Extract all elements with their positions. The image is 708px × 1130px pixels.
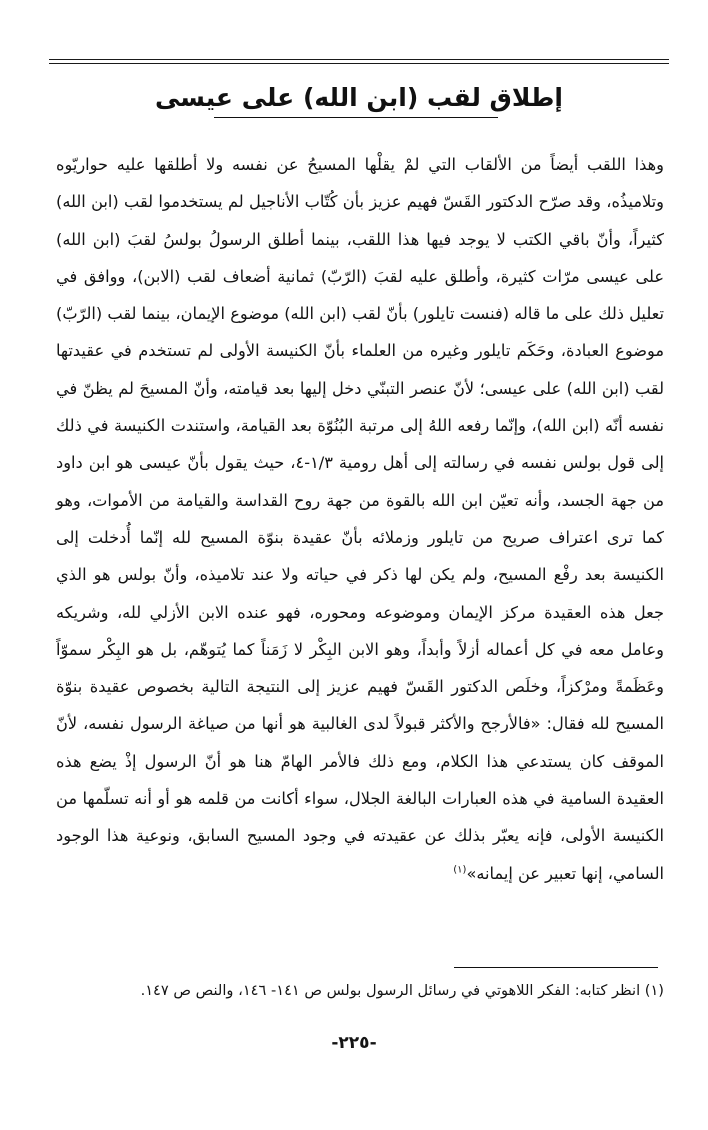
header-rule-top: [49, 59, 669, 60]
chapter-title: إطلاق لقب (ابن الله) على عيسى: [154, 83, 564, 112]
page-number: -٢٢٥-: [331, 1033, 377, 1053]
title-underline: [214, 117, 498, 118]
main-paragraph: [56, 146, 664, 892]
footnote-reference[interactable]: (١): [453, 864, 467, 876]
paragraph-text: وهذا اللقب أيضاً من الألقاب التي لمْ يقلْها المسيحُ عن نفسه ولا أطلقها عليه حواريّوه وتلاميذُه، وقد صرّح الدكتور القَسّ فهيم عزيز بأن كُتّاب الأناجيل لم يستخدموا لقب (ابن الله) كثيراً، وأنّ باقي الكتب لا يوجد فيها هذا اللقب، بينما أطلق الرسولُ بولسُ لقبَ (ابن الله) على عيسى مرّات كثيرة، وأطلق عليه لقبَ (الرّبّ) ثمانية أضعاف لقب (الابن)، ووافق في تعليل ذلك على ما قاله (فنست تايلور) بأنّ لقب (ابن الله) موضوع الإيمان، بينما لقب (الرّبّ) موضوع العبادة، وحَكَم تايلور وغيره من العلماء بأنّ الكنيسة الأولى لم تستخدم في عقيدتها لقب (ابن الله) على عيسى؛ لأنّ عنصر التبنّي دخل إليها بعد قيامته، وأنّ المسيحَ لم يظنّ في نفسه أنّه (ابن الله)، وإنّما رفعه اللهُ إلى مرتبة البُنُوّة بعد القيامة، واستندت الكنيسة في ذلك إلى قول بولس نفسه في رسالته إلى أهل رومية ١/٣-٤، حيث يقول بأنّ عيسى هو ابن داود من جهة الجسد، وأنه تعيّن ابن الله بالقوة من جهة روح القداسة والقيامة من الأموات، وهو كما ترى اعتراف صريح من تايلور وزملائه بأنّ عقيدة بنوّة المسيح لله إنّما أُدخلت إلى الكنيسة بعد رفْع المسيح، ولم يكن لها ذكر في حياته ولا عند تلاميذه، وأنّ بولس هو الذي جعل هذه العقيدة مركز الإيمان وموضوعه ومحوره، فهو عنده الابن الأزلي لله، وشريكه وعامل معه في كل أعماله أزلاً وأبداً، وهو الابن البِكْر لا زَمَناً كما يُتوهّم، بل هو البِكْر سموّاً وعَظَمةً ومرْكزاً، وخلَص الدكتور القَسّ فهيم عزيز إلى النتيجة التالية بخصوص عقيدة بنوّة المسيح لله فقال: «فالأرجح والأكثر قبولاً لدى الغالبية هو أنها من صياغة الرسول نفسه، لأنّ الموقف كان يستدعي هذا الكلام، ومع ذلك فالأمر الهامّ هنا هو أنّ الرسول إذْ يضع هذه العقيدة السامية في هذه العبارات البالغة الجلال، سواء أكانت من قلمه هو أو أنه تسلّمها من الكنيسة الأولى، فإنه يعبّر بذلك عن عقيدته في وجود المسيح السابق، ونوعية هذا الوجود السامي، إنها تعبير عن إيمانه»: [56, 155, 664, 883]
footnote-separator: [454, 967, 658, 968]
main-paragraph-block: [56, 146, 664, 892]
footnote: (١) انظر كتابه: الفكر اللاهوتي في رسائل الرسول بولس ص ١٤١- ١٤٦، والنص ص ١٤٧.: [140, 982, 664, 999]
